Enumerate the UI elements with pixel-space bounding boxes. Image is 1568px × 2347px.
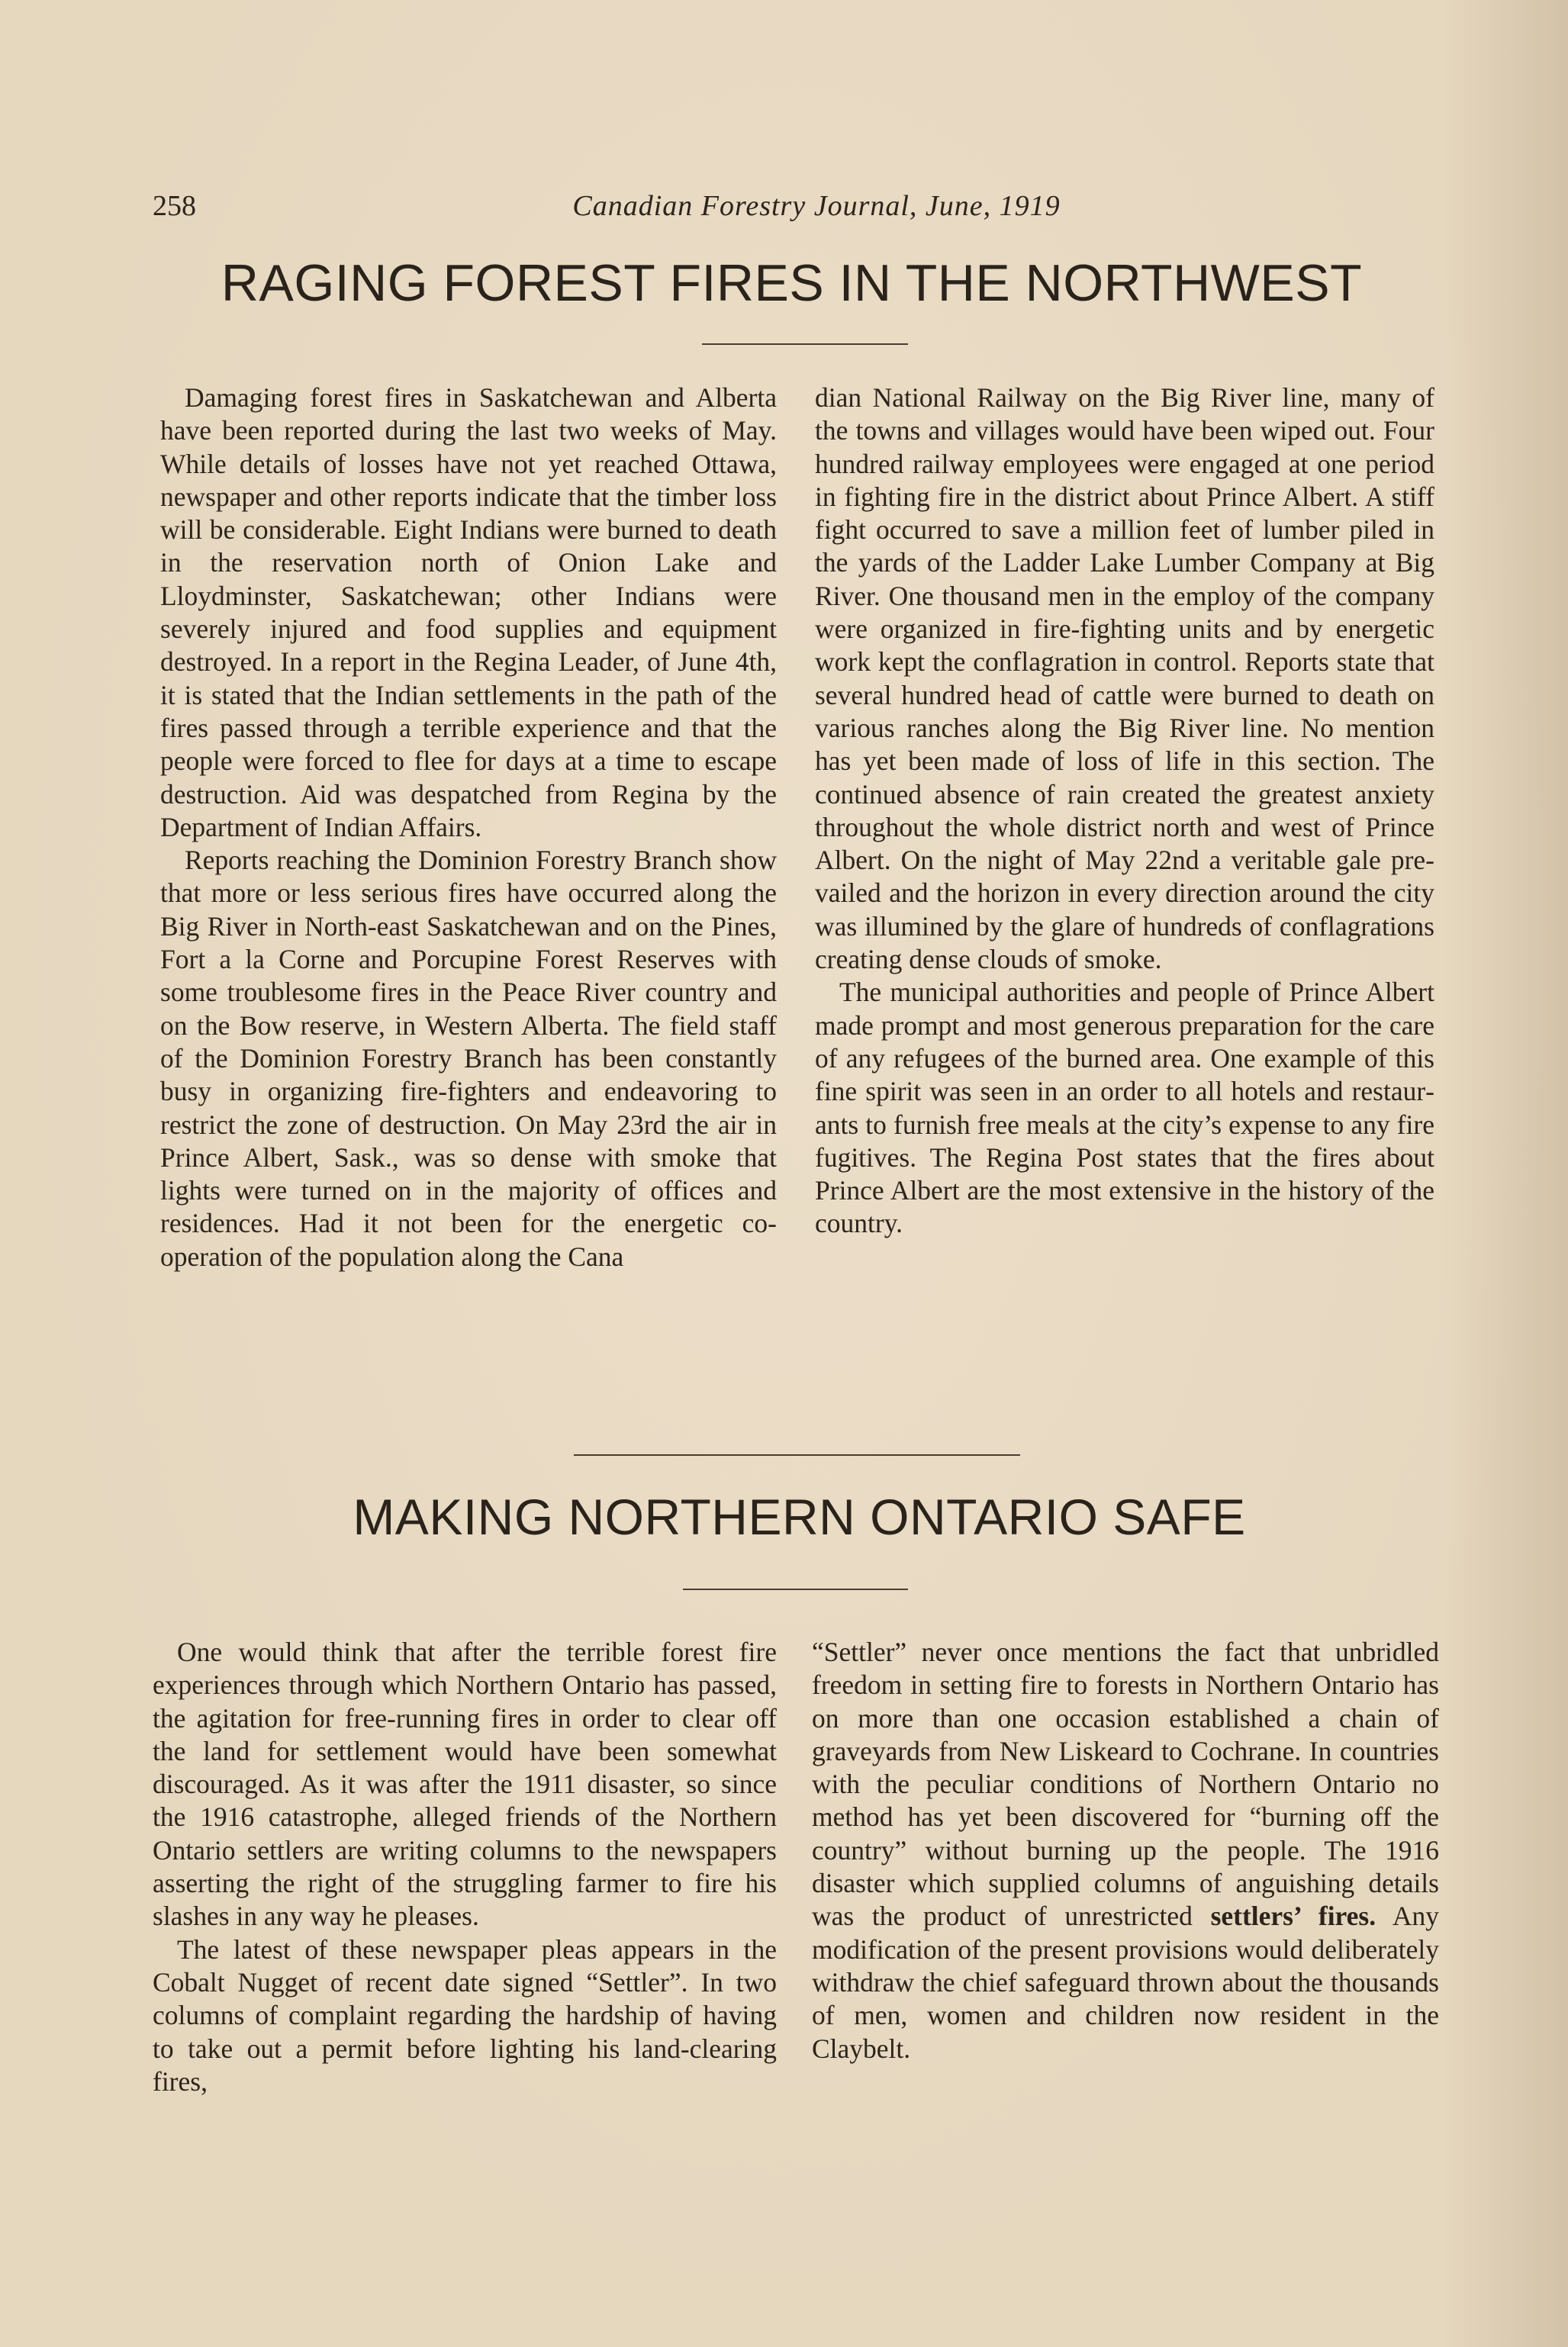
continued-text-end: Any modification of the present provisions would deliberately withdraw the chief safeguard thrown about the thousands of men, women and children now resident in the Claybelt. (812, 1901, 1439, 2064)
article-1-left-column (160, 382, 777, 1273)
article-1-paragraph-3: The municipal authorities and people of Prince Albert made prompt and most generous preparation for the care of any refugees of the burned area. One example of this fine spirit was seen in an order to all hotels and restaurants to furnish free meals at the city’s expense to any fire fugitives. The Regina Post states that the fires about Prince Albert are the most extensive in the history of the country. (815, 977, 1434, 1239)
article-2-paragraph-2: The latest of these newspaper pleas appears in the Cobalt Nugget of recent date signed “Settler”. In two columns of complaint regarding the hardship of having to take out a permit before lighting his land-clearing fires, (153, 1933, 777, 2097)
article-2-paragraph-1: One would think that after the terrible forest fire experiences through which Northern Ontario has passed, the agitation for free-running fires in order to clear off the land for settlement would have been somewhat discouraged. As it was after the 1911 disaster, so since the 1916 catastrophe, alleged friends of the Northern Ontario settlers are writing columns to the newspapers asserting the right of the struggling farmer to fire his slashes in any way he pleases. (153, 1637, 777, 1932)
article-2-right-column (812, 1636, 1439, 2065)
page-number: 258 (153, 190, 196, 222)
continued-text-start: “Settler” never once mentions the fact that unbridled freedom in setting fire to forests in Northern Ontario has on more than one occasion established a chain of graveyards from New Liskeard to Cochrane. In countries with the peculiar conditions of Northern Ontario no method has yet been discovered for “burning off the country” without burning up the people. The 1916 disaster which supplied columns of anguishing details was the product of unrestricted (812, 1637, 1439, 1932)
article-2-paragraph-2-continued (812, 1636, 1439, 2065)
article-2-title: MAKING NORTHERN ONTARIO SAFE (353, 1489, 1246, 1545)
article-1-title: RAGING FOREST FIRES IN THE NORTHWEST (221, 254, 1363, 312)
title-underline-1 (702, 343, 908, 345)
article-1-paragraph-2-continued: dian National Railway on the Big River line, many of the towns and villages would have been wiped out. Four hundred railway employees were engaged at one period in fighting fire in the district about Prince Albert. A stiff fight occurred to save a million feet of lumber piled in the yards of the Ladder Lake Lumber Company at Big River. One thousand men in the employ of the company were organized in fire-fighting units and by energetic work kept the conflagration in control. Reports state that several hundred head of cattle were burned to death on various ranches along the Big River line. No mention has yet been made of loss of life in this section. The continued absence of rain created the greatest anxiety throughout the whole district north and west of Prince Albert. On the night of May 22nd a veritable gale prevailed and the horizon in every direction around the city was illumined by the glare of hundreds of conflagrations creating dense clouds of smoke. (815, 382, 1434, 975)
title-underline-2 (683, 1589, 908, 1590)
emphasized-phrase: settlers’ fires. (1210, 1901, 1376, 1932)
article-1-paragraph-1: Damaging forest fires in Saskatchewan and Alberta have been reported during the last two weeks of May. While details of losses have not yet reached Ottawa, newspaper and other reports indicate that the timber loss will be considerable. Eight Indians were burned to death in the reservation north of Onion Lake and Lloydminster, Saskatchewan; other Indians were severely injured and food supplies and equipment destroyed. In a report in the Regina Leader, of June 4th, it is stated that the Indian settlements in the path of the fires passed through a terrible experience and that the people were forced to flee for days at a time to escape destruction. Aid was despatched from Regina by the Department of Indian Affairs. (160, 382, 777, 842)
section-divider (574, 1454, 1020, 1456)
journal-title-line: Canadian Forestry Journal, June, 1919 (572, 190, 1061, 222)
article-1-paragraph-2: Reports reaching the Dominion Forestry Branch show that more or less serious fires have occurred along the Big River in North-east Saskatchewan and on the Pines, Fort a la Corne and Porcupine Forest Reserves with some troublesome fires in the Peace River country and on the Bow reserve, in Western Alberta. The field staff of the Dominion Forestry Branch has been constantly busy in organizing fire-fighters and endeavoring to restrict the zone of destruction. On May 23rd the air in Prince Albert, Sask., was so dense with smoke that lights were turned on in the majority of offices and residences. Had it not been for the energetic co-operation of the population along the Cana (160, 845, 777, 1272)
article-1-right-column (815, 382, 1434, 1241)
article-2-left-column (153, 1636, 777, 2098)
running-head (153, 189, 1434, 235)
